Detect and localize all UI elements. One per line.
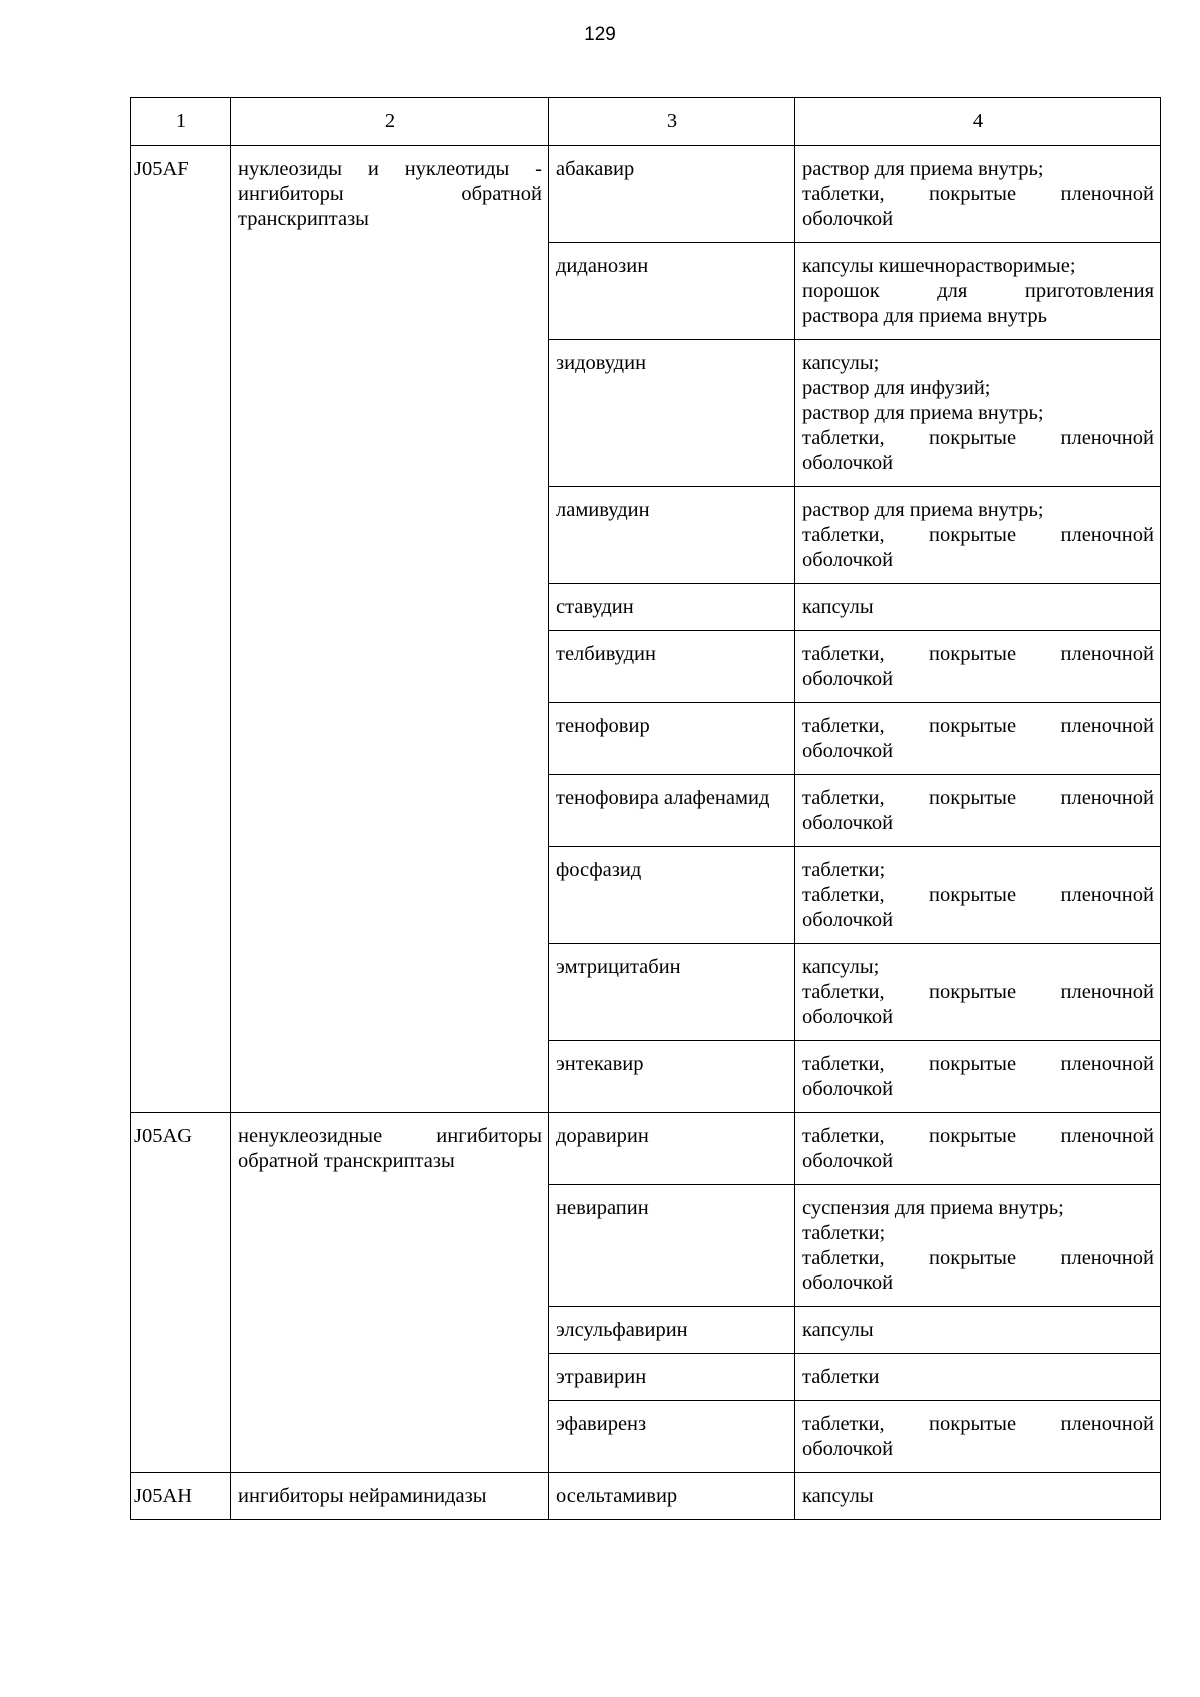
dosage-form-cell [795, 146, 1161, 243]
dosage-form-line: оболочкой [802, 208, 894, 230]
drug-name-cell [549, 631, 795, 703]
dosage-form-line: оболочкой [802, 1078, 894, 1100]
drug-name: этравирин [556, 1366, 647, 1388]
dosage-form-line: капсулы; [802, 352, 880, 374]
atc-code: J05AF [134, 158, 189, 180]
dosage-form-line: таблетки, покрытые пленочной [802, 183, 1154, 205]
dosage-form-line: раствора для приема внутрь [802, 305, 1047, 327]
group-name-line: нуклеозиды и нуклеотиды - [238, 158, 542, 180]
drug-name-cell [549, 243, 795, 340]
dosage-form-line: оболочкой [802, 909, 894, 931]
group-name-line: ингибиторы нейраминидазы [238, 1485, 487, 1507]
dosage-form-line: оболочкой [802, 740, 894, 762]
drug-name-cell [549, 1401, 795, 1473]
drug-name-cell [549, 1354, 795, 1401]
dosage-form-cell [795, 1354, 1161, 1401]
dosage-form-cell [795, 340, 1161, 487]
dosage-form-line: таблетки, покрытые пленочной [802, 1247, 1154, 1269]
drug-name-cell [549, 1473, 795, 1520]
dosage-form-cell [795, 1307, 1161, 1354]
dosage-form-cell [795, 1041, 1161, 1113]
dosage-form-line: оболочкой [802, 1006, 894, 1028]
drug-name: тенофовир [556, 715, 650, 737]
dosage-form-line: капсулы кишечнорастворимые; [802, 255, 1076, 277]
dosage-form-cell [795, 1473, 1161, 1520]
dosage-form-line: таблетки, покрытые пленочной [802, 715, 1154, 737]
header-col-4: 4 [795, 98, 1161, 146]
dosage-form-line: раствор для приема внутрь; [802, 402, 1044, 424]
dosage-form-line: капсулы; [802, 956, 880, 978]
drug-name-cell [549, 487, 795, 584]
drug-name: диданозин [556, 255, 649, 277]
drug-name-cell [549, 146, 795, 243]
drug-name-cell [549, 1113, 795, 1185]
group-name-line: ненуклеозидные ингибиторы [238, 1125, 542, 1147]
drug-name: доравирин [556, 1125, 649, 1147]
header-col-2: 2 [231, 98, 549, 146]
drug-name-cell [549, 1041, 795, 1113]
drug-name-cell [549, 775, 795, 847]
dosage-form-line: таблетки, покрытые пленочной [802, 524, 1154, 546]
dosage-form-line: капсулы [802, 1319, 874, 1341]
drug-name: эфавиренз [556, 1413, 647, 1435]
drug-name: энтекавир [556, 1053, 644, 1075]
dosage-form-line: капсулы [802, 1485, 874, 1507]
group-name-cell [231, 1113, 549, 1473]
dosage-form-line: оболочкой [802, 549, 894, 571]
atc-code: J05AH [134, 1485, 193, 1507]
drug-name-cell [549, 340, 795, 487]
drug-name: абакавир [556, 158, 635, 180]
dosage-form-line: капсулы [802, 596, 874, 618]
dosage-form-cell [795, 1185, 1161, 1307]
drug-name: ставудин [556, 596, 634, 618]
header-row [131, 98, 1161, 146]
header-col-1: 1 [131, 98, 231, 146]
drug-name-cell [549, 944, 795, 1041]
dosage-form-line: таблетки, покрытые пленочной [802, 884, 1154, 906]
group-name-line: обратной транскриптазы [238, 1150, 455, 1172]
group-name-line: ингибиторы обратной [238, 183, 542, 205]
drug-name: фосфазид [556, 859, 642, 881]
drug-name: зидовудин [556, 352, 647, 374]
drug-name: ламивудин [556, 499, 650, 521]
dosage-form-cell [795, 703, 1161, 775]
drug-table [130, 97, 1161, 1520]
dosage-form-line: оболочкой [802, 1150, 894, 1172]
dosage-form-line: раствор для приема внутрь; [802, 499, 1044, 521]
drug-name-cell [549, 584, 795, 631]
page-number: 129 [584, 24, 616, 45]
dosage-form-cell [795, 1401, 1161, 1473]
drug-name-cell [549, 703, 795, 775]
table-row [131, 1113, 1161, 1185]
dosage-form-line: порошок для приготовления [802, 280, 1154, 302]
dosage-form-line: оболочкой [802, 668, 894, 690]
dosage-form-line: раствор для инфузий; [802, 377, 991, 399]
dosage-form-cell [795, 631, 1161, 703]
dosage-form-cell [795, 487, 1161, 584]
table-row [131, 146, 1161, 243]
dosage-form-line: таблетки [802, 1366, 880, 1388]
dosage-form-cell [795, 584, 1161, 631]
dosage-form-line: таблетки, покрытые пленочной [802, 1125, 1154, 1147]
drug-name: невирапин [556, 1197, 649, 1219]
drug-name-cell [549, 1307, 795, 1354]
dosage-form-line: оболочкой [802, 1438, 894, 1460]
drug-name: элсульфавирин [556, 1319, 688, 1341]
dosage-form-line: таблетки, покрытые пленочной [802, 787, 1154, 809]
atc-code-cell [131, 146, 231, 1113]
dosage-form-line: оболочкой [802, 452, 894, 474]
dosage-form-line: таблетки, покрытые пленочной [802, 427, 1154, 449]
atc-code-cell [131, 1113, 231, 1473]
group-name-cell [231, 1473, 549, 1520]
dosage-form-line: раствор для приема внутрь; [802, 158, 1044, 180]
dosage-form-line: оболочкой [802, 1272, 894, 1294]
dosage-form-line: таблетки, покрытые пленочной [802, 981, 1154, 1003]
atc-code: J05AG [134, 1125, 193, 1147]
dosage-form-cell [795, 1113, 1161, 1185]
drug-name: тенофовира алафенамид [556, 787, 770, 809]
table-row [131, 1473, 1161, 1520]
dosage-form-line: оболочкой [802, 812, 894, 834]
drug-name: эмтрицитабин [556, 956, 681, 978]
dosage-form-line: таблетки, покрытые пленочной [802, 1053, 1154, 1075]
drug-name-cell [549, 1185, 795, 1307]
dosage-form-line: таблетки; [802, 859, 886, 881]
drug-name: осельтамивир [556, 1485, 678, 1507]
dosage-form-line: таблетки; [802, 1222, 886, 1244]
drug-name: телбивудин [556, 643, 656, 665]
group-name-cell [231, 146, 549, 1113]
dosage-form-cell [795, 775, 1161, 847]
atc-code-cell [131, 1473, 231, 1520]
header-col-3: 3 [549, 98, 795, 146]
dosage-form-line: таблетки, покрытые пленочной [802, 1413, 1154, 1435]
dosage-form-cell [795, 243, 1161, 340]
dosage-form-line: таблетки, покрытые пленочной [802, 643, 1154, 665]
drug-name-cell [549, 847, 795, 944]
group-name-line: транскриптазы [238, 208, 369, 230]
dosage-form-cell [795, 847, 1161, 944]
dosage-form-line: суспензия для приема внутрь; [802, 1197, 1064, 1219]
dosage-form-cell [795, 944, 1161, 1041]
table-body [131, 146, 1161, 1520]
